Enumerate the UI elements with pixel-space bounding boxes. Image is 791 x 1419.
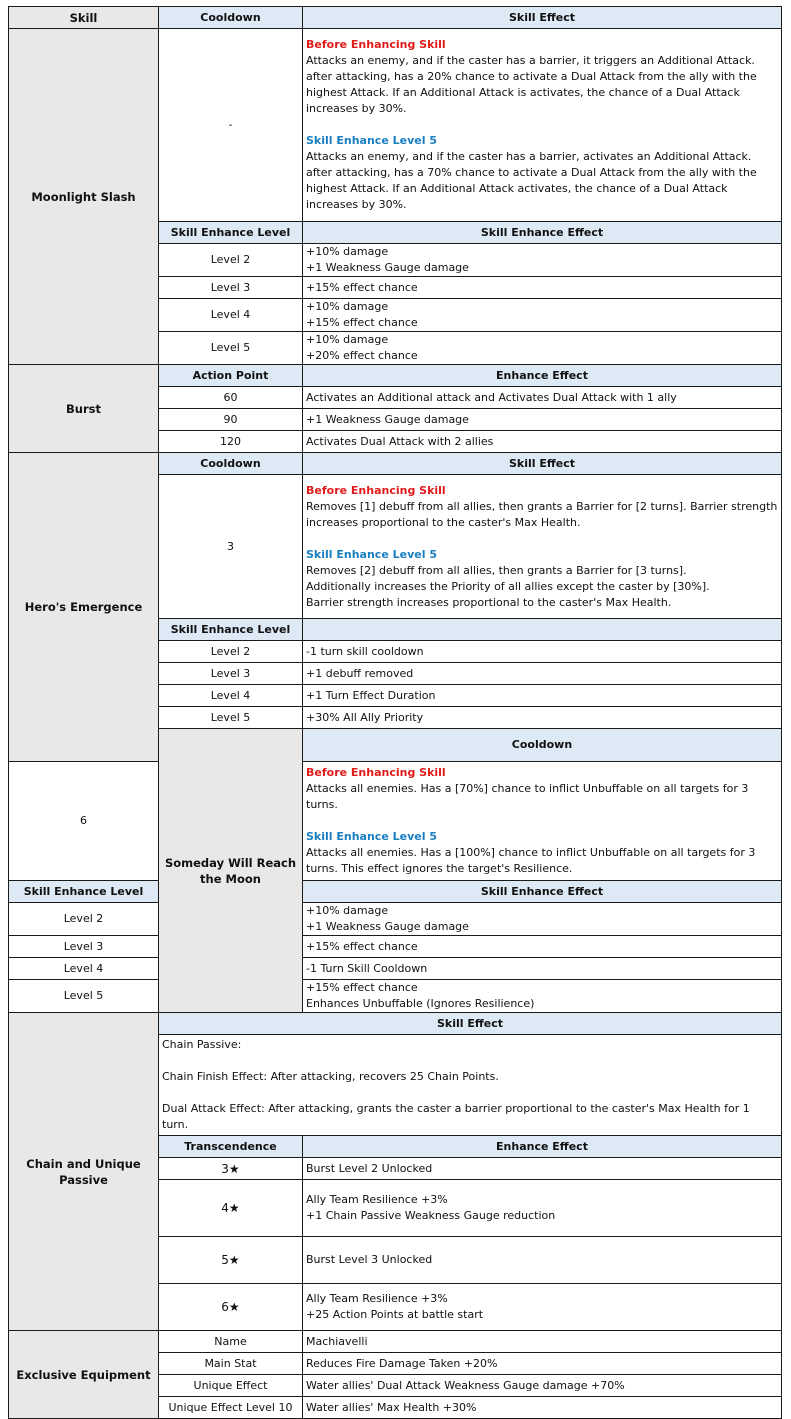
effect-line: +10% damage (306, 300, 389, 313)
header-skill-effect: Skill Effect (159, 1013, 782, 1035)
effect-line: +15% effect chance (306, 981, 418, 994)
enhance-level: Level 4 (159, 685, 303, 707)
equipment-label: Main Stat (159, 1353, 303, 1375)
equipment-label: Unique Effect Level 10 (159, 1397, 303, 1419)
skill-table (8, 6, 782, 1419)
moonlight-effect (303, 29, 782, 222)
table-row (9, 958, 782, 980)
skill-name-moonlight-slash: Moonlight Slash (9, 29, 159, 365)
header-skill: Skill (9, 7, 159, 29)
dual-attack-effect: Dual Attack Effect: After attacking, grants the caster a barrier proportional to the caster's Max Health for 1 turn. (162, 1102, 750, 1131)
enhance-effect: +15% effect chance (303, 936, 782, 958)
table-header-row (9, 7, 782, 29)
chain-passive-title: Chain Passive: (162, 1038, 242, 1051)
skill-name-burst: Burst (9, 365, 159, 453)
action-point: 90 (159, 409, 303, 431)
enhance-effect: -1 Turn Skill Cooldown (303, 958, 782, 980)
enhance-level: Level 3 (159, 277, 303, 299)
chain-finish-effect: Chain Finish Effect: After attacking, recovers 25 Chain Points. (162, 1070, 499, 1083)
action-point: 120 (159, 431, 303, 453)
enhance-level: Level 3 (159, 663, 303, 685)
header-cooldown: Cooldown (159, 7, 303, 29)
header-action-point: Action Point (159, 365, 303, 387)
before-enhancing-label: Before Enhancing Skill (306, 38, 446, 51)
header-cooldown: Cooldown (303, 729, 782, 762)
transcendence-stars: 6★ (159, 1284, 303, 1331)
skill-name-exclusive-equipment: Exclusive Equipment (9, 1331, 159, 1419)
before-line: Removes [1] debuff from all allies, then grants a Barrier for [2 turns]. Barrier strength increases proportional to the caster's Max Health. (306, 499, 778, 529)
hero-effect (303, 475, 782, 619)
enhance-level: Level 5 (9, 980, 159, 1013)
skill-name-someday-will-reach-the-moon: Someday Will Reach the Moon (159, 729, 303, 1013)
burst-header (9, 365, 782, 387)
enhance-level: Level 3 (9, 936, 159, 958)
enhance-level: Level 5 (159, 707, 303, 729)
transcendence-effect (303, 1284, 782, 1331)
enhanced-label: Skill Enhance Level 5 (306, 547, 437, 561)
table-row (9, 980, 782, 1013)
effect-line: +25 Action Points at battle start (306, 1308, 484, 1321)
effect-line: +1 Weakness Gauge damage (306, 261, 469, 274)
transcendence-stars: 3★ (159, 1158, 303, 1180)
header-transcendence: Transcendence (159, 1136, 303, 1158)
transcendence-effect: Burst Level 2 Unlocked (303, 1158, 782, 1180)
burst-effect: +1 Weakness Gauge damage (303, 409, 782, 431)
effect-line: Ally Team Resilience +3% (306, 1292, 448, 1305)
enhance-effect: +15% effect chance (303, 277, 782, 299)
effect-line: +10% damage (306, 904, 389, 917)
equipment-value: Water allies' Dual Attack Weakness Gauge damage +70% (303, 1375, 782, 1397)
enhance-effect: +1 Turn Effect Duration (303, 685, 782, 707)
enhanced-line: Barrier strength increases proportional to the caster's Max Health. (306, 595, 672, 609)
header-skill-enhance-effect: Skill Enhance Effect (303, 881, 782, 903)
moonlight-cooldown: - (159, 29, 303, 222)
enhance-effect (303, 903, 782, 936)
header-skill-effect: Skill Effect (303, 7, 782, 29)
transcendence-stars: 4★ (159, 1180, 303, 1237)
burst-effect: Activates an Additional attack and Activates Dual Attack with 1 ally (303, 387, 782, 409)
skill-name-chain-and-unique-passive: Chain and Unique Passive (9, 1013, 159, 1331)
enhance-effect (303, 299, 782, 332)
enhance-effect (303, 244, 782, 277)
enhanced-line: Removes [2] debuff from all allies, then grants a Barrier for [3 turns]. (306, 563, 687, 577)
header-enhance-effect: Enhance Effect (303, 365, 782, 387)
action-point: 60 (159, 387, 303, 409)
chain-effect (159, 1035, 782, 1136)
header-skill-enhance-level: Skill Enhance Level (9, 881, 159, 903)
transcendence-effect (303, 1180, 782, 1237)
enhance-effect (303, 980, 782, 1013)
moonlight-effect-row (9, 29, 782, 222)
someday-effect (303, 762, 782, 881)
enhanced-line: Attacks an enemy, and if the caster has a barrier, activates an Additional Attack. (306, 150, 752, 163)
effect-line: Ally Team Resilience +3% (306, 1193, 448, 1206)
enhance-level: Level 4 (159, 299, 303, 332)
enhance-effect: -1 turn skill cooldown (303, 641, 782, 663)
table-row (9, 1331, 782, 1353)
transcendence-stars: 5★ (159, 1237, 303, 1284)
enhance-level: Level 4 (9, 958, 159, 980)
equipment-label: Name (159, 1331, 303, 1353)
skill-name-heros-emergence: Hero's Emergence (9, 453, 159, 762)
before-enhancing-label: Before Enhancing Skill (306, 483, 446, 497)
enhance-effect: +1 debuff removed (303, 663, 782, 685)
table-row (9, 903, 782, 936)
before-line: Attacks all enemies. Has a [70%] chance to inflict Unbuffable on all targets for 3 turns. (306, 782, 749, 811)
someday-cooldown: 6 (9, 762, 159, 881)
enhance-effect: +30% All Ally Priority (303, 707, 782, 729)
effect-line: +1 Chain Passive Weakness Gauge reduction (306, 1209, 556, 1222)
someday-effect-row (9, 762, 782, 881)
equipment-value: Water allies' Max Health +30% (303, 1397, 782, 1419)
effect-line: Enhances Unbuffable (Ignores Resilience) (306, 997, 535, 1010)
enhance-level: Level 5 (159, 332, 303, 365)
header-cooldown: Cooldown (159, 453, 303, 475)
burst-effect: Activates Dual Attack with 2 allies (303, 431, 782, 453)
enhanced-line: Attacks all enemies. Has a [100%] chance to inflict Unbuffable on all targets for 3 turns. This effect ignores the target's Resilience. (306, 846, 756, 875)
enhanced-line: after attacking, has a 70% chance to activate a Dual Attack from the ally with the highest Attack. If an Additional Attack activates, the chance of a Dual Attack increases by 30%. (306, 166, 757, 211)
hero-cooldown: 3 (159, 475, 303, 619)
transcendence-effect: Burst Level 3 Unlocked (303, 1237, 782, 1284)
enhanced-line: Additionally increases the Priority of all allies except the caster by [30%]. (306, 579, 710, 593)
header-enhance-effect: Enhance Effect (303, 1136, 782, 1158)
effect-line: +1 Weakness Gauge damage (306, 920, 469, 933)
table-row (9, 936, 782, 958)
effect-line: +20% effect chance (306, 349, 418, 362)
chain-header (9, 1013, 782, 1035)
header-skill-enhance-level: Skill Enhance Level (159, 222, 303, 244)
equipment-label: Unique Effect (159, 1375, 303, 1397)
enhanced-label: Skill Enhance Level 5 (306, 830, 437, 843)
enhance-effect (303, 332, 782, 365)
equipment-value: Machiavelli (303, 1331, 782, 1353)
before-line: after attacking, has a 20% chance to activate a Dual Attack from the ally with the highest Attack. If an Additional Attack is activates, the chance of a Dual Attack increases by 30%. (306, 70, 757, 115)
header-empty (303, 619, 782, 641)
header-skill-effect: Skill Effect (303, 453, 782, 475)
effect-line: +10% damage (306, 245, 389, 258)
effect-line: +10% damage (306, 333, 389, 346)
effect-line: +15% effect chance (306, 316, 418, 329)
enhanced-label: Skill Enhance Level 5 (306, 134, 437, 147)
enhance-level: Level 2 (159, 244, 303, 277)
hero-header (9, 453, 782, 475)
equipment-value: Reduces Fire Damage Taken +20% (303, 1353, 782, 1375)
before-enhancing-label: Before Enhancing Skill (306, 766, 446, 779)
someday-enhance-header (9, 881, 782, 903)
enhance-level: Level 2 (9, 903, 159, 936)
before-line: Attacks an enemy, and if the caster has a barrier, it triggers an Additional Attack. (306, 54, 755, 67)
header-skill-enhance-effect: Skill Enhance Effect (303, 222, 782, 244)
enhance-level: Level 2 (159, 641, 303, 663)
header-skill-enhance-level: Skill Enhance Level (159, 619, 303, 641)
